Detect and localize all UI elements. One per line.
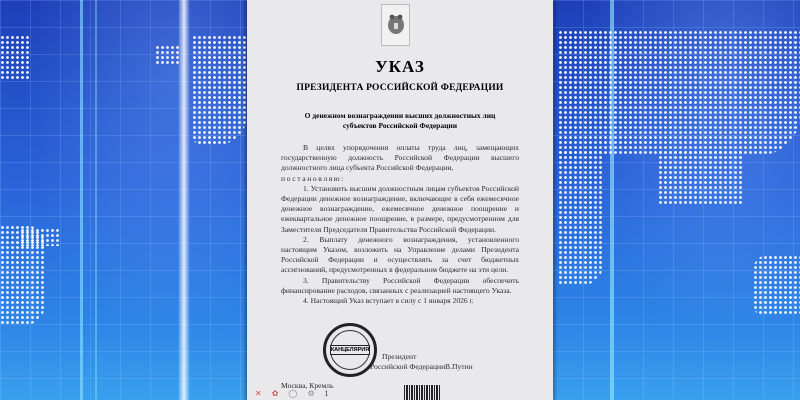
subject-line-1: О денежном вознаграждении высших должностных лиц bbox=[304, 111, 496, 120]
document-footer-marks bbox=[255, 389, 329, 398]
light-beam bbox=[80, 0, 83, 400]
decree-heading: УКАЗ bbox=[375, 57, 425, 76]
close-mark-icon: ✕ bbox=[255, 389, 262, 398]
official-stamp bbox=[323, 323, 377, 377]
world-map-dots bbox=[20, 228, 60, 246]
stamp-label: КАНЦЕЛЯРИЯ bbox=[330, 347, 370, 353]
light-beam bbox=[95, 0, 97, 400]
clause-1: 1. Установить высшим должностным лицам субъектов Российской Федерации денежное вознаграждение, включающее в себя ежемесячное денежное вознаграждение, ежемесячное денежное поощрение и ежеквартальное денежное поощрение, в размере, предусмотренном для Заместителя Председателя Правительства Российской Федерации. bbox=[281, 183, 519, 234]
world-map-dots bbox=[155, 45, 180, 65]
world-map-dots bbox=[558, 30, 800, 155]
world-map-dots bbox=[0, 35, 30, 80]
world-map-dots bbox=[658, 150, 743, 205]
decree-subheading: ПРЕЗИДЕНТА РОССИЙСКОЙ ФЕДЕРАЦИИ bbox=[296, 83, 504, 93]
circle-mark-icon: ◯ bbox=[288, 389, 298, 398]
world-map-dots bbox=[753, 255, 800, 315]
decree-body bbox=[281, 143, 519, 306]
place-of-signing: Москва, Кремль bbox=[281, 381, 334, 390]
barcode bbox=[404, 385, 440, 400]
decree-word: постановляю: bbox=[281, 173, 345, 183]
coat-of-arms-icon bbox=[381, 4, 410, 46]
signature-title-line-2: Российской Федерации bbox=[370, 362, 446, 371]
subject-line-2: субъектов Российской Федерации bbox=[342, 121, 458, 130]
preamble: В целях упорядочения оплаты труда лиц, замещающих государственную должность Российской Федерации высшего должностного лица субъекта Российской Федерации, bbox=[281, 143, 519, 173]
decree-subject bbox=[247, 111, 553, 131]
clause-4: 4. Настоящий Указ вступает в силу с 1 января 2026 г. bbox=[303, 296, 474, 306]
background-right-panel bbox=[553, 0, 800, 400]
clause-2: 2. Выплату денежного вознаграждения, установленного настоящим Указом, возложить на Управление делами Президента Российской Федерации и осуществлять за счет бюджетных ассигнований, предусмотренных в федеральном бюджете на эти цели. bbox=[281, 234, 519, 275]
flower-mark-icon: ✿ bbox=[271, 389, 279, 398]
signature-name: В.Путин bbox=[445, 362, 473, 371]
clause-3: 3. Правительству Российской Федерации обеспечить финансирование расходов, связанных с реализацией настоящего Указа. bbox=[281, 275, 519, 295]
world-map-dots bbox=[192, 35, 247, 145]
page-number: 1 bbox=[324, 389, 329, 398]
background-left-panel bbox=[0, 0, 247, 400]
signature-title-line-1: Президент bbox=[382, 352, 417, 361]
gear-mark-icon: ⚙ bbox=[307, 389, 315, 398]
world-map-dots bbox=[558, 150, 603, 285]
